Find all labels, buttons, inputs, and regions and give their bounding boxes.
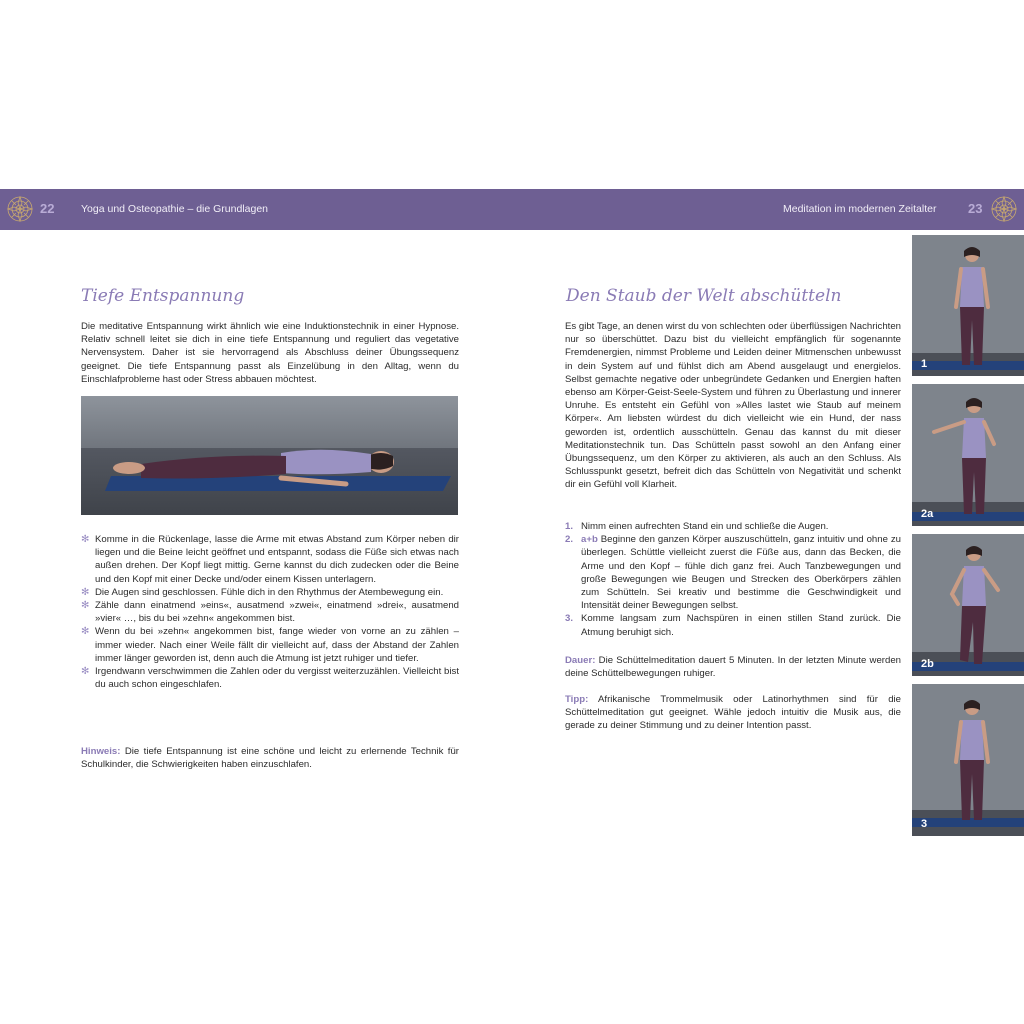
step-item: 2. a+b Beginne den ganzen Körper auszuschütteln, ganz intuitiv und ohne zu überlegen. Schüttle vielleicht zuerst die Füße aus, dann das Becken, die Arme und den Kopf – fühle dich ganz frei. Auch Tanzbewegungen und große Bewegungen wie Beugen und Strecken des Oberkörpers zählen zum Schütteln. Sei kreativ und bestimme die Geschwindigkeit und Intensität deiner Bewegungen selbst. xyxy=(565,534,901,612)
list-item: ✻ Die Augen sind geschlossen. Fühle dich in den Rhythmus der Atembewegung ein. xyxy=(81,586,444,598)
asterisk-bullet-icon: ✻ xyxy=(81,534,90,545)
duration-label: Dauer: xyxy=(565,655,596,666)
right-page-number: 23 xyxy=(968,201,983,216)
tip-label: Tipp: xyxy=(565,694,589,705)
list-item: ✻ Irgendwann verschwimmen die Zahlen oder du vergisst weiterzuzählen. Vielleicht bist du auch schon eingeschlafen. xyxy=(81,666,459,691)
list-item: ✻ Komme in die Rückenlage, lasse die Arme mit etwas Abstand zum Körper neben dir liegen und die Beine leicht geöffnet und entspannt, sodass die Füße sich etwas nach außen drehen. Der Kopf liegt mittig. Gerne kannst du dich zudecken oder die Beine und den Kopf mit einer Decke und/oder einem Kissen unterlagern. xyxy=(81,534,459,585)
intro-paragraph: Es gibt Tage, an denen wirst du von schlechten oder überflüssigen Nachrichten nur so überschüttet. Dazu bist du vielleicht empfänglich für sogenannte Fremdenergien, nimmst Probleme und Leiden deiner Mitmenschen unbewusst in dein System auf und fühlst dich am Abend ausgelaugt und energielos. Selbst gemachte negative oder unbegründete Gedanken und Energien haften ebenso am Körper-Geist-Seele-System und führen zu Überlastung und innerer Unruhe. Es entsteht ein Gefühl von »Alles lastet wie Staub auf meinem Körper«. Am liebsten würdest du dich vielleicht wie ein Hund, der nass geworden ist, ordentlich ausschütteln. Genau das kannst du mit dieser Meditationstechnik tun. Das Schütteln passt sowohl an den Anfang einer Übungssequenz, um den Körper zu aktivieren, als auch an den Schluss. Als Schlusspunkt gesetzt, befreit dich das Schütteln von Negativität und schenkt dir ein Gefühl voll Klarheit. xyxy=(565,321,901,491)
asterisk-bullet-icon: ✻ xyxy=(81,600,90,612)
photo-step-2a xyxy=(912,384,1024,526)
photo-label: 2a xyxy=(921,508,934,520)
hint-label: Hinweis: xyxy=(81,746,121,757)
step-number: 1. xyxy=(565,521,574,532)
left-page-number: 22 xyxy=(40,201,55,216)
tip-text: Afrikanische Trommelmusik oder Latinorhythmen sind für die Schüttelmeditation gut geeignet. Wähle jedoch intuitiv die Musik aus, die gerade zu deiner Stimmung und zu deiner Intention passt. xyxy=(565,694,901,732)
step-item: 3. Komme langsam zum Nachspüren in einen stillen Stand zurück. Die Atmung beruhigt sich. xyxy=(565,613,901,638)
photo-step-3 xyxy=(912,684,1024,836)
photo-label: 2b xyxy=(921,658,934,670)
running-header xyxy=(0,189,1024,230)
hint-paragraph xyxy=(81,745,459,771)
left-running-title: Yoga und Osteopathie – die Grundlagen xyxy=(81,203,269,215)
step-list xyxy=(565,520,901,639)
duration-text: Die Schüttelmeditation dauert 5 Minuten. In der letzten Minute werden deine Schüttelbewegungen ruhiger. xyxy=(565,655,901,680)
hint-text: Die tiefe Entspannung ist eine schöne und leicht zu erlernende Technik für Schulkinder, die Schwierigkeiten haben einzuschlafen. xyxy=(81,746,459,771)
section-title-staub-abschuetteln: Den Staub der Welt abschütteln xyxy=(566,286,842,306)
tip-paragraph xyxy=(565,693,901,733)
photo-label: 1 xyxy=(921,358,928,370)
mandala-icon xyxy=(6,195,34,223)
intro-paragraph: Die meditative Entspannung wirkt ähnlich wie eine Induktionstechnik in einer Hypnose. Relativ schnell leitet sie dich in eine tiefe Entspannung und reguliert das vegetative Nervensystem. Daher ist sie hervorragend als Abschluss deiner Übungssequenz geeignet. Die tiefe Entspannung passt als Einzelübung in den Alltag, wenn du Einschlafprobleme hast oder Stress abbauen möchtest. xyxy=(81,321,459,385)
instruction-list xyxy=(81,533,459,691)
duration-paragraph xyxy=(565,654,901,680)
step-number: 2. xyxy=(565,534,574,546)
step-number: 3. xyxy=(565,613,574,625)
photo-step-2b xyxy=(912,534,1024,676)
asterisk-bullet-icon: ✻ xyxy=(81,586,90,598)
list-item: ✻ Zähle dann einatmend »eins«, ausatmend »zwei«, einatmend »drei«, ausatmend »vier« …, bis du bei »zehn« angekommen bist. xyxy=(81,600,459,625)
step-sub-label: a+b xyxy=(581,534,598,546)
section-title-tiefe-entspannung: Tiefe Entspannung xyxy=(81,286,245,306)
photo-step-1 xyxy=(912,235,1024,376)
step-item: 1. Nimm einen aufrechten Stand ein und schließe die Augen. xyxy=(565,521,829,532)
photo-lying-pose xyxy=(81,396,458,515)
asterisk-bullet-icon: ✻ xyxy=(81,666,90,678)
list-item: ✻ Wenn du bei »zehn« angekommen bist, fange wieder von vorne an zu zählen – immer wieder. Nach einer Weile fällt dir vielleicht auf, dass der Abstand der Zahlen immer länger geworden ist, denn auch die Atmung ist jetzt ruhiger und tiefer. xyxy=(81,626,459,664)
mandala-icon xyxy=(990,195,1018,223)
right-running-title: Meditation im modernen Zeitalter xyxy=(783,203,937,215)
photo-label: 3 xyxy=(921,818,928,830)
asterisk-bullet-icon: ✻ xyxy=(81,626,90,638)
